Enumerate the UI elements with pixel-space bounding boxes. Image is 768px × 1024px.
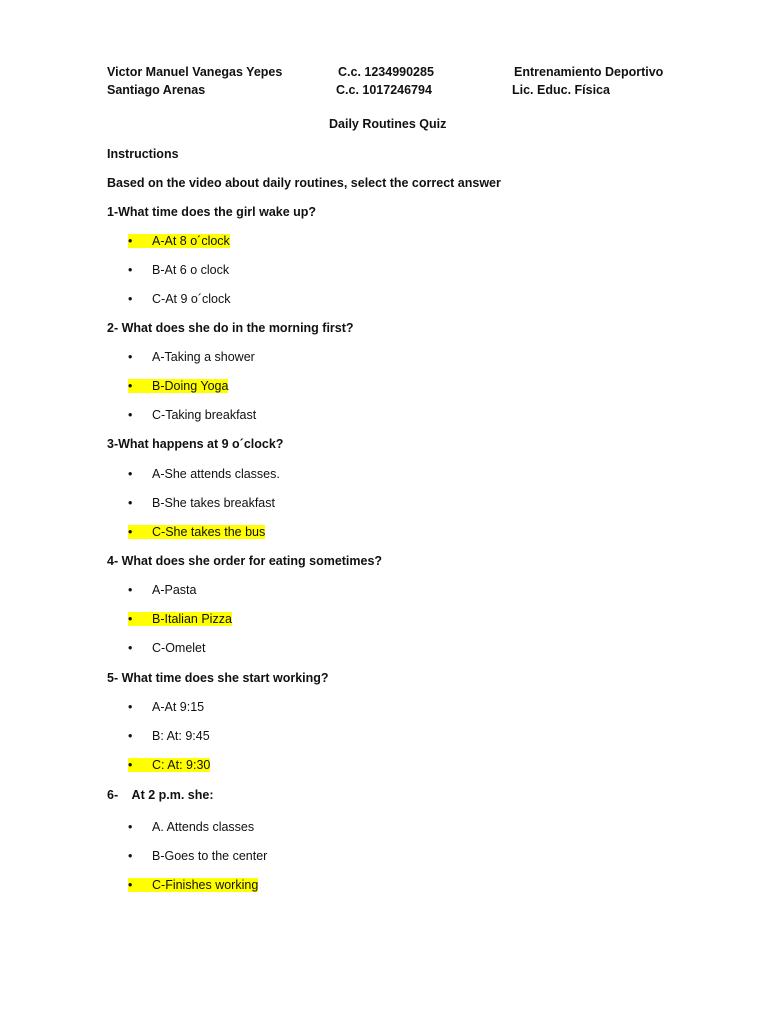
- question-1-option-b: [128, 262, 229, 278]
- question-3-option-b: [128, 495, 275, 511]
- bullet-icon: •: [128, 263, 133, 277]
- author-id-1: C.c. 1234990285: [338, 65, 434, 79]
- option-label: C: At: 9:30: [152, 758, 211, 772]
- option-label: A-At 9:15: [152, 700, 205, 714]
- question-3-option-c: [128, 524, 265, 540]
- bullet-icon: •: [128, 350, 133, 364]
- bullet-icon: •: [128, 700, 133, 714]
- bullet-icon: •: [128, 496, 133, 510]
- question-3-option-a: [128, 466, 280, 482]
- option-label: B-Italian Pizza: [152, 612, 232, 626]
- bullet-icon: •: [128, 467, 133, 481]
- question-1: 1-What time does the girl wake up?: [107, 205, 317, 219]
- option-label: C-At 9 o´clock: [152, 292, 231, 306]
- instructions-heading: Instructions: [107, 147, 179, 161]
- question-2-option-a: [128, 349, 255, 365]
- question-5: 5- What time does she start working?: [107, 671, 329, 685]
- author-program-1: Entrenamiento Deportivo: [514, 65, 664, 79]
- question-4-option-b: [128, 611, 232, 627]
- option-label: C-Taking breakfast: [152, 408, 257, 422]
- bullet-icon: •: [128, 758, 133, 772]
- bullet-icon: •: [128, 849, 133, 863]
- question-6-option-b: [128, 848, 267, 864]
- question-6-option-c: [128, 877, 258, 893]
- bullet-icon: •: [128, 820, 133, 834]
- option-label: B-She takes breakfast: [152, 496, 275, 510]
- author-name-1: Victor Manuel Vanegas Yepes: [107, 65, 283, 79]
- question-2-option-c: [128, 407, 256, 423]
- option-label: A. Attends classes: [152, 820, 255, 834]
- option-label: B-At 6 o clock: [152, 263, 230, 277]
- question-5-option-c: [128, 757, 210, 773]
- bullet-icon: •: [128, 878, 133, 892]
- option-label: C-Omelet: [152, 641, 206, 655]
- option-label: B-Doing Yoga: [152, 379, 229, 393]
- document-title: Daily Routines Quiz: [329, 117, 447, 131]
- option-label: A-At 8 o´clock: [152, 234, 230, 248]
- bullet-icon: •: [128, 292, 133, 306]
- question-2: 2- What does she do in the morning first?: [107, 321, 354, 335]
- question-4-option-a: [128, 582, 196, 598]
- question-4: 4- What does she order for eating sometimes?: [107, 554, 383, 568]
- bullet-icon: •: [128, 612, 133, 626]
- bullet-icon: •: [128, 379, 133, 393]
- author-id-2: C.c. 1017246794: [336, 83, 432, 97]
- bullet-icon: •: [128, 641, 133, 655]
- question-3: 3-What happens at 9 o´clock?: [107, 437, 284, 451]
- option-label: B: At: 9:45: [152, 729, 210, 743]
- question-4-option-c: [128, 640, 205, 656]
- question-5-option-b: [128, 728, 210, 744]
- instructions-text: Based on the video about daily routines, select the correct answer: [107, 176, 501, 190]
- question-1-option-c: [128, 291, 231, 307]
- question-1-option-a: [128, 233, 230, 249]
- bullet-icon: •: [128, 729, 133, 743]
- bullet-icon: •: [128, 525, 133, 539]
- option-label: C-She takes the bus: [152, 525, 266, 539]
- question-6-option-a: [128, 819, 254, 835]
- author-name-2: Santiago Arenas: [107, 83, 206, 97]
- option-label: A-Pasta: [152, 583, 197, 597]
- question-6: 6- At 2 p.m. she:: [107, 788, 214, 802]
- option-label: B-Goes to the center: [152, 849, 268, 863]
- option-label: A-She attends classes.: [152, 467, 280, 481]
- question-5-option-a: [128, 699, 204, 715]
- author-program-2: Lic. Educ. Física: [512, 83, 610, 97]
- bullet-icon: •: [128, 234, 133, 248]
- question-2-option-b: [128, 378, 228, 394]
- bullet-icon: •: [128, 408, 133, 422]
- option-label: A-Taking a shower: [152, 350, 255, 364]
- option-label: C-Finishes working: [152, 878, 259, 892]
- bullet-icon: •: [128, 583, 133, 597]
